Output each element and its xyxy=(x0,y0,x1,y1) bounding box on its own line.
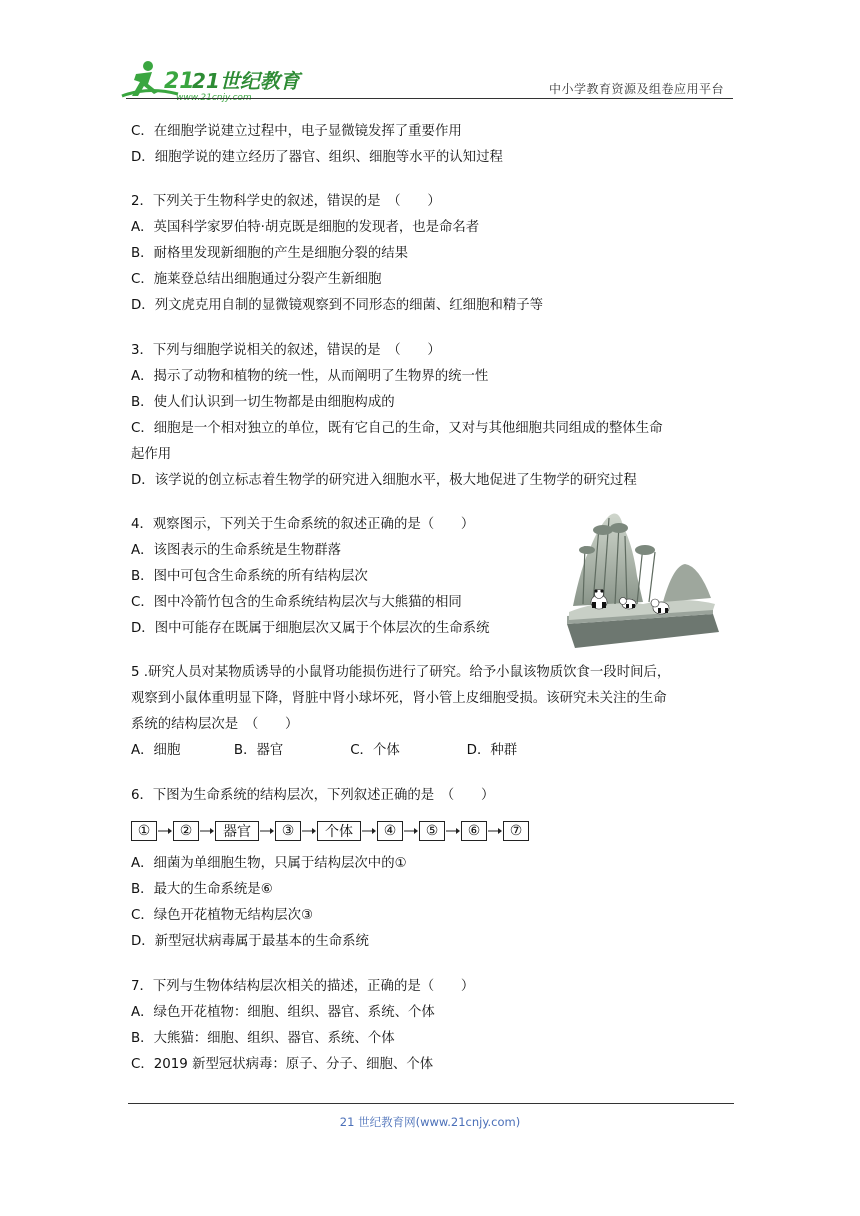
logo-url: www.21cnjy.com xyxy=(176,93,252,103)
option: A．该图表示的生命系统是生物群落 xyxy=(131,543,342,558)
option: D．该学说的创立标志着生物学的研究进入细胞水平，极大地促进了生物学的研究过程 xyxy=(131,473,637,488)
svg-text:21: 21 xyxy=(164,69,195,94)
option: B．使人们认识到一切生物都是由细胞构成的 xyxy=(131,395,395,410)
level-box: ④ xyxy=(377,821,403,841)
arrow-right-icon xyxy=(199,821,215,841)
option: B．大熊猫：细胞、组织、器官、系统、个体 xyxy=(131,1031,395,1046)
option: C．绿色开花植物无结构层次③ xyxy=(131,908,314,923)
option: A．揭示了动物和植物的统一性，从而阐明了生物界的统一性 xyxy=(131,369,489,384)
footer-link[interactable]: 21 世纪教育网(www.21cnjy.com) xyxy=(339,1115,521,1129)
level-box: ③ xyxy=(275,821,301,841)
life-system-levels-chain xyxy=(131,818,529,844)
option: B．图中可包含生命系统的所有结构层次 xyxy=(131,569,368,584)
footer-divider xyxy=(128,1103,734,1104)
arrow-right-icon xyxy=(259,821,275,841)
question-stem-continued: 系统的结构层次是 （ ） xyxy=(131,717,299,732)
option: D．图中可能存在既属于细胞层次又属于个体层次的生命系统 xyxy=(131,621,490,636)
arrow-right-icon xyxy=(157,821,173,841)
question-stem: 3．下列与细胞学说相关的叙述，错误的是 （ ） xyxy=(131,343,441,358)
text-line: D．细胞学说的建立经历了器官、组织、细胞等水平的认知过程 xyxy=(131,150,503,165)
option: D．新型冠状病毒属于最基本的生命系统 xyxy=(131,934,369,949)
platform-name: 中小学教育资源及组卷应用平台 xyxy=(548,82,724,96)
question-stem: 4．观察图示，下列关于生命系统的叙述正确的是（ ） xyxy=(131,517,475,532)
level-box: 个体 xyxy=(317,821,361,841)
level-box: ① xyxy=(131,821,157,841)
text-line: C．在细胞学说建立过程中，电子显微镜发挥了重要作用 xyxy=(131,124,462,139)
option: A．英国科学家罗伯特·胡克既是细胞的发现者，也是命名者 xyxy=(131,220,480,235)
option: C．图中冷箭竹包含的生命系统结构层次与大熊猫的相同 xyxy=(131,595,462,610)
question-stem-continued: 观察到小鼠体重明显下降，肾脏中肾小球坏死，肾小管上皮细胞受损。该研究未关注的生命 xyxy=(131,691,667,706)
arrow-right-icon xyxy=(361,821,377,841)
option: D．列文虎克用自制的显微镜观察到不同形态的细菌、红细胞和精子等 xyxy=(131,298,544,313)
question-stem: 7．下列与生物体结构层次相关的描述，正确的是（ ） xyxy=(131,979,475,994)
arrow-right-icon xyxy=(403,821,419,841)
option: B．耐格里发现新细胞的产生是细胞分裂的结果 xyxy=(131,246,408,261)
header-divider xyxy=(126,98,733,99)
arrow-right-icon xyxy=(301,821,317,841)
level-box: ② xyxy=(173,821,199,841)
arrow-right-icon xyxy=(487,821,503,841)
option: C．2019 新型冠状病毒：原子、分子、细胞、个体 xyxy=(131,1057,434,1072)
question-stem: 5 .研究人员对某物质诱导的小鼠肾功能损伤进行了研究。给予小鼠该物质饮食一段时间后， xyxy=(131,665,671,680)
level-box: ⑥ xyxy=(461,821,487,841)
panda-habitat-illustration xyxy=(563,506,721,650)
option-continued: 起作用 xyxy=(131,447,172,462)
option: C．细胞是一个相对独立的单位，既有它自己的生命，又对与其他细胞共同组成的整体生命 xyxy=(131,421,663,436)
option: B．最大的生命系统是⑥ xyxy=(131,882,273,897)
arrow-right-icon xyxy=(445,821,461,841)
option: A．绿色开花植物：细胞、组织、器官、系统、个体 xyxy=(131,1005,435,1020)
question-stem: 2．下列关于生物科学史的叙述，错误的是 （ ） xyxy=(131,194,441,209)
level-box: 器官 xyxy=(215,821,259,841)
logo-text: 21世纪教育 xyxy=(192,69,300,93)
option: A．细菌为单细胞生物，只属于结构层次中的① xyxy=(131,856,407,871)
option: C．施莱登总结出细胞通过分裂产生新细胞 xyxy=(131,272,382,287)
question-stem: 6．下图为生命系统的结构层次，下列叙述正确的是 （ ） xyxy=(131,788,495,803)
level-box: ⑦ xyxy=(503,821,529,841)
options-row: A．细胞 B．器官 C．个体 D．种群 xyxy=(131,743,518,758)
level-box: ⑤ xyxy=(419,821,445,841)
